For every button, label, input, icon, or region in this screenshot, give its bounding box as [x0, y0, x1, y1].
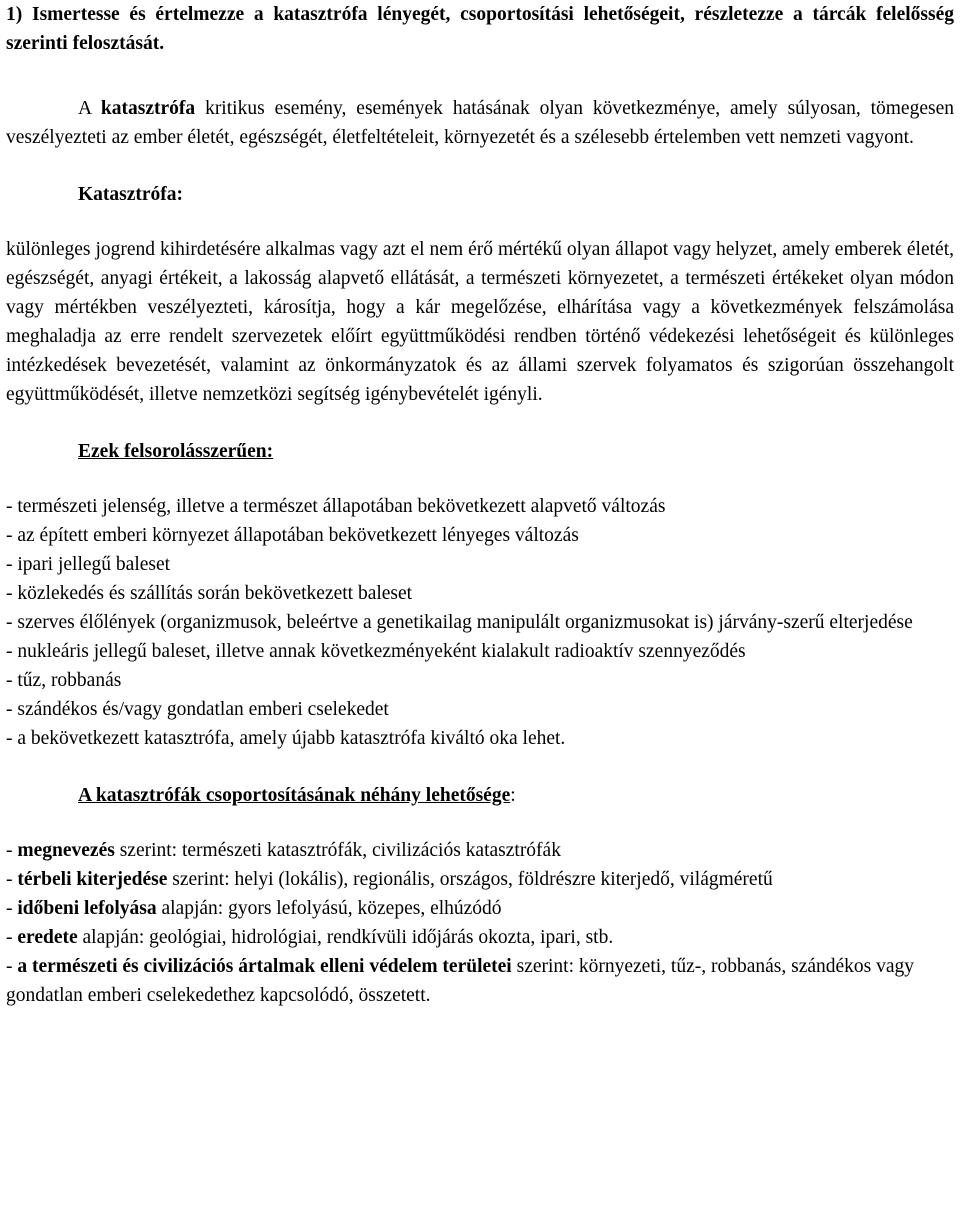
list-item: - szerves élőlények (organizmusok, beleértve a genetikailag manipulált organizmusokat is) járvány-szerű elterjedése — [6, 612, 913, 633]
item-dash: - — [6, 927, 18, 948]
item-rest: szerint: környezeti, tűz-, robbanás, szándékos vagy gondatlan emberi cselekedethez kapcsolódó, összetett. — [6, 956, 915, 1006]
list-item: - szándékos és/vagy gondatlan emberi cselekedet — [6, 699, 389, 720]
intro-paragraph — [6, 94, 954, 152]
item-key: időbeni lefolyása — [17, 898, 157, 919]
grouping-list — [6, 836, 954, 1010]
list-item: - nukleáris jellegű baleset, illetve annak következményeként kialakult radioaktív szennyeződés — [6, 641, 746, 662]
item-rest: szerint: helyi (lokális), regionális, országos, földrészre kiterjedő, világméretű — [167, 869, 773, 890]
list-item: - az épített emberi környezet állapotában bekövetkezett lényeges változás — [6, 525, 579, 546]
list-item — [6, 923, 954, 952]
grouping-heading-title: A katasztrófák csoportosításának néhány lehetősége — [78, 785, 511, 806]
list-item: - ipari jellegű baleset — [6, 554, 171, 575]
item-rest: alapján: gyors lefolyású, közepes, elhúzódó — [156, 898, 502, 919]
list-item: - természeti jelenség, illetve a természet állapotában bekövetkezett alapvető változás — [6, 496, 666, 517]
list-item — [6, 952, 954, 1010]
definition-heading: Katasztrófa: — [78, 184, 184, 205]
item-dash: - — [6, 956, 18, 977]
item-dash: - — [6, 869, 18, 890]
list-item — [6, 836, 954, 865]
enumeration-heading: Ezek felsorolásszerűen: — [78, 441, 274, 462]
item-key: eredete — [17, 927, 78, 948]
item-rest: szerint: természeti katasztrófák, civilizációs katasztrófák — [114, 840, 561, 861]
grouping-heading — [78, 781, 954, 810]
definition-text: különleges jogrend kihirdetésére alkalmas vagy azt el nem érő mértékű olyan állapot vagy helyzet, amely emberek életét, egészségét, anyagi értékeit, a lakosság alapvető ellátását, a természeti környezetet, a természeti értékeket olyan módon vagy mértékben veszélyezteti, károsítja, hogy a kár megelőzése, elhárítása vagy a következmények felszámolása meghaladja az erre rendelt szervezetek előírt együttműködési rendben történő védekezési lehetőségeit és különleges intézkedések bevezetését, valamint az önkormányzatok és az állami szervek folyamatos és szigorúan összehangolt együttműködését, illetve nemzetközi segítség igénybevételét igényli. — [6, 239, 954, 405]
list-item: - tűz, robbanás — [6, 670, 122, 691]
item-key: megnevezés — [17, 840, 115, 861]
intro-before: A — [78, 98, 101, 119]
intro-keyword: katasztrófa — [100, 98, 196, 119]
question-number: 1) — [6, 4, 23, 25]
item-key: térbeli kiterjedése — [17, 869, 168, 890]
list-item — [6, 865, 954, 894]
list-item — [6, 894, 954, 923]
grouping-heading-suffix: : — [510, 785, 516, 806]
item-key: a természeti és civilizációs ártalmak elleni védelem területei — [17, 956, 512, 977]
item-rest: alapján: geológiai, hidrológiai, rendkívüli időjárás okozta, ipari, stb. — [77, 927, 614, 948]
item-dash: - — [6, 840, 18, 861]
list-item: - közlekedés és szállítás során bekövetkezett baleset — [6, 583, 413, 604]
question-title — [6, 0, 954, 58]
list-item: - a bekövetkezett katasztrófa, amely újabb katasztrófa kiváltó oka lehet. — [6, 728, 566, 749]
enumeration-list — [6, 492, 954, 753]
question-text: Ismertesse és értelmezze a katasztrófa lényegét, csoportosítási lehetőségeit, részletezze a tárcák felelősség szerinti felosztását. — [6, 4, 954, 54]
intro-after: kritikus esemény, események hatásának olyan következménye, amely súlyosan, tömegesen veszélyezteti az ember életét, egészségét, életfeltételeit, környezetét és a szélesebb értelemben vett nemzeti vagyont. — [6, 98, 954, 148]
item-dash: - — [6, 898, 18, 919]
